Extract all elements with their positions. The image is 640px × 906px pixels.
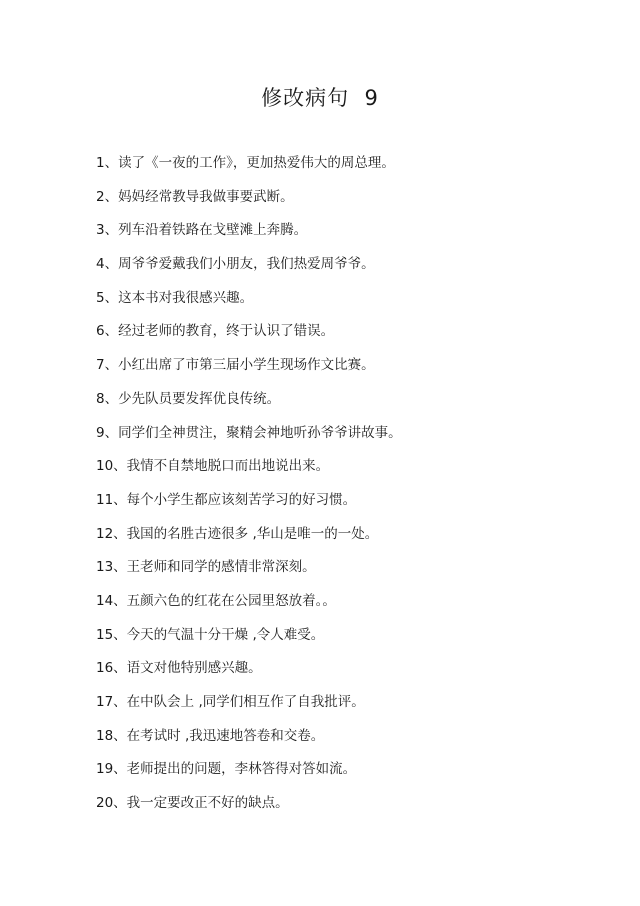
- list-item: 5、这本书对我很感兴趣。: [96, 289, 254, 306]
- list-item: 13、王老师和同学的感情非常深刻。: [96, 559, 316, 576]
- list-item: 12、我国的名胜古迹很多 ,华山是唯一的一处。: [96, 525, 379, 542]
- list-item: 3、列车沿着铁路在戈壁滩上奔腾。: [96, 222, 308, 239]
- list-item: 6、经过老师的教育，终于认识了错误。: [96, 323, 335, 340]
- list-item: 7、小红出席了市第三届小学生现场作文比赛。: [96, 357, 375, 374]
- list-item: 10、我情不自禁地脱口而出地说出来。: [96, 458, 330, 475]
- list-item: 8、少先队员要发挥优良传统。: [96, 390, 281, 407]
- list-item: 20、我一定要改正不好的缺点。: [96, 795, 289, 812]
- list-item: 16、语文对他特别感兴趣。: [96, 660, 262, 677]
- list-item: 2、妈妈经常教导我做事要武断。: [96, 188, 294, 205]
- list-item: 19、老师提出的问题，李林答得对答如流。: [96, 761, 357, 778]
- list-item: 1、读了《一夜的工作》，更加热爱伟大的周总理。: [96, 155, 395, 171]
- list-item: 14、五颜六色的红花在公园里怒放着。。: [96, 592, 336, 609]
- sentence-list: [96, 150, 616, 824]
- page-title: 修改病句 9: [261, 86, 379, 110]
- list-item: 4、周爷爷爱戴我们小朋友，我们热爱周爷爷。: [96, 256, 375, 273]
- list-item: 11、每个小学生都应该刻苦学习的好习惯。: [96, 491, 357, 508]
- list-item: 18、在考试时 ,我迅速地答卷和交卷。: [96, 727, 325, 744]
- list-item: 9、同学们全神贯注，聚精会神地听孙爷爷讲故事。: [96, 424, 402, 441]
- list-item: 15、今天的气温十分干燥 ,令人难受。: [96, 626, 325, 643]
- list-item: 17、在中队会上 ,同学们相互作了自我批评。: [96, 694, 365, 710]
